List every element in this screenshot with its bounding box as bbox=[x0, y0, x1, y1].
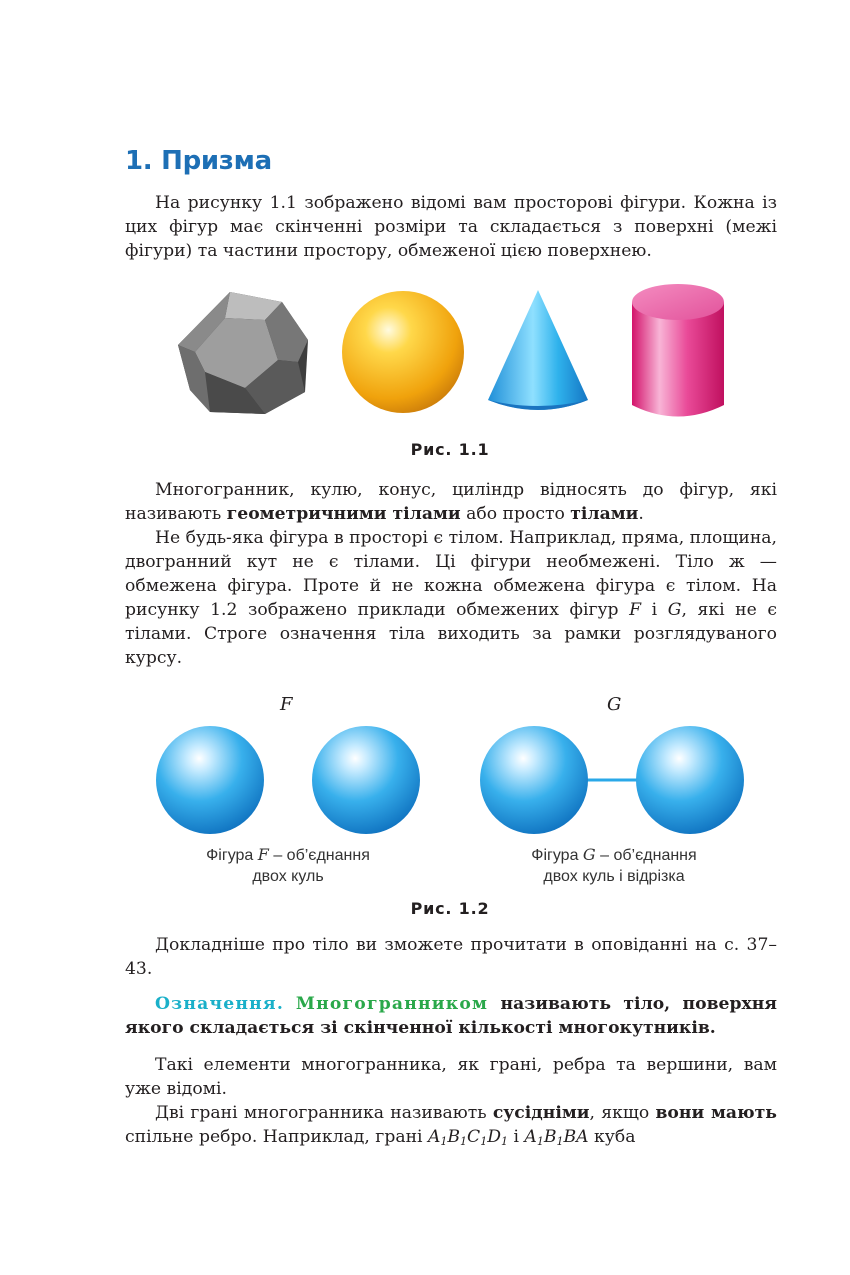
figure-1-2 bbox=[150, 722, 750, 840]
caption-figure-f: Фігура F – об’єднання двох куль bbox=[206, 845, 370, 885]
body-paragraphs-1 bbox=[125, 478, 777, 670]
cone-icon bbox=[488, 290, 588, 410]
intro-text: На рисунку 1.1 зображено відомі вам просторові фігури. Кожна із цих фігур має скінченні розміри та складається з поверхні (межі фігури) та частини простору, обмеженої цією поверхнею. bbox=[125, 193, 777, 261]
caption-figure-g: Фігура G – об’єднання двох куль і відрізка bbox=[531, 845, 697, 885]
paragraph-bodies: Многогранник, кулю, конус, циліндр відносять до фігур, які називають геометричними тілами або просто тілами. bbox=[125, 480, 777, 524]
body-paragraphs-3 bbox=[125, 1053, 777, 1149]
cylinder-icon bbox=[632, 284, 724, 417]
figure-label-f: F bbox=[280, 694, 293, 715]
ball-f-left bbox=[156, 726, 264, 834]
section-heading: 1. Призма bbox=[125, 146, 272, 176]
paragraph-elements: Такі елементи многогранника, як грані, ребра та вершини, вам уже відомі. bbox=[125, 1055, 777, 1099]
figure-1-1 bbox=[170, 280, 740, 425]
ball-f-right bbox=[312, 726, 420, 834]
body-paragraphs-2 bbox=[125, 933, 777, 981]
figure-1-1-caption: Рис. 1.1 bbox=[410, 440, 490, 459]
face-1: $A_1B_1C_1D_1$ bbox=[427, 1127, 508, 1148]
definition-text: Означення. Многогранником називають тіло, поверхня якого складається зі скінченної кількості многокутників. bbox=[125, 994, 777, 1038]
paragraph-bounded: Не будь-яка фігура в просторі є тілом. Наприклад, пряма, площина, двогранний кут не є тілами. Ці фігури необмежені. Тіло ж — обмежена фігура. Проте й не кожна обмежена фігура є тілом. На рисунку 1.2 зображено приклади обмежених фігур F і G, які не є тілами. Строге означення тіла виходить за рамки розглядуваного курсу. bbox=[125, 528, 777, 668]
figure-1-2-caption: Рис. 1.2 bbox=[410, 899, 490, 918]
ball-g-right bbox=[636, 726, 744, 834]
paragraph-adjacent-faces: Дві грані многогранника називають сусідніми, якщо вони мають спільне ребро. Наприклад, грані $A_1B_1C_1D_1$ і $A_1B_1BA$ куба bbox=[125, 1103, 777, 1148]
figure-label-g: G bbox=[607, 694, 622, 715]
paragraph-more-info: Докладніше про тіло ви зможете прочитати в оповіданні на с. 37–43. bbox=[125, 935, 777, 979]
definition-block bbox=[125, 992, 777, 1040]
ball-g-left bbox=[480, 726, 588, 834]
face-2: $A_1B_1BA$ bbox=[524, 1127, 589, 1148]
intro-paragraph bbox=[125, 191, 777, 263]
dodecahedron-icon bbox=[178, 292, 308, 414]
sphere-icon bbox=[342, 291, 464, 413]
